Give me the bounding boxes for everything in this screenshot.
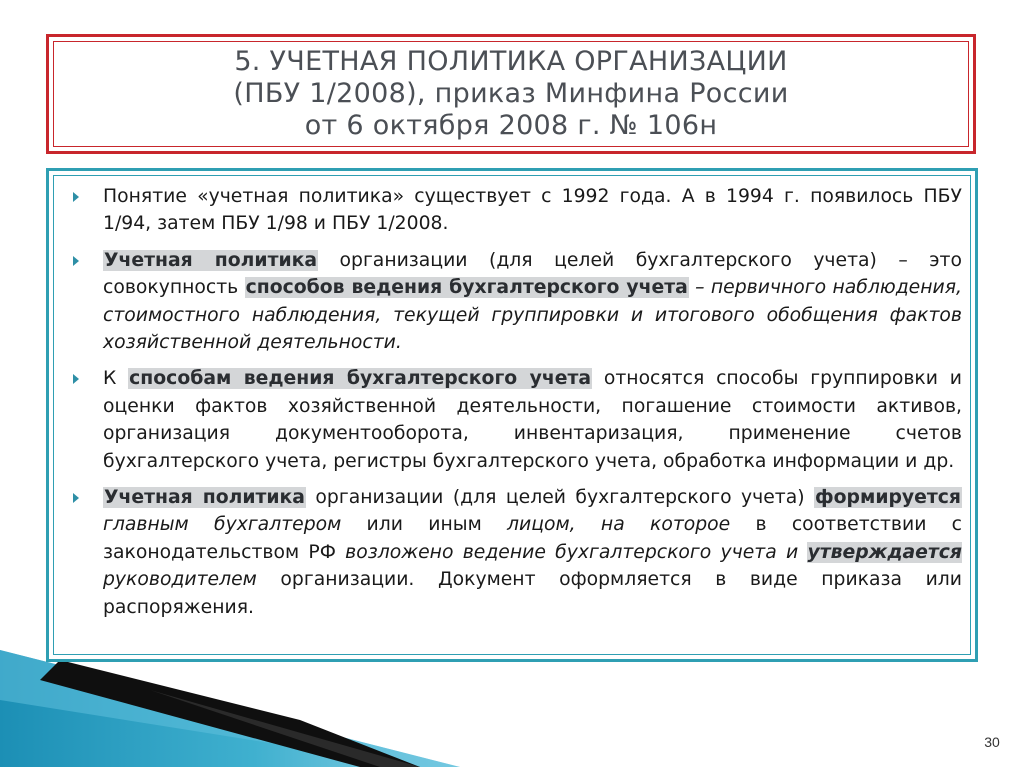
term-highlight: способам ведения бухгалтерского учета <box>129 368 592 390</box>
bullet-item-4: Учетная политика организации (для целей бухгалтерского учета) формируется главным бухгалтером или иным лицом, на которое в соответствии с законодательством РФ возложено ведение бухгалтерского учета и утверждается руководителем организации. Документ оформляется в виде приказа или распоряжения. <box>103 484 962 621</box>
bullet-arrow-icon <box>73 256 79 266</box>
slide-number: 30 <box>984 734 1000 750</box>
bullet-item-2: Учетная политика организации (для целей бухгалтерского учета) – это совокупность способов ведения бухгалтерского учета – первичного наблюдения, стоимостного наблюдения, текущей группировки и итогового обобщения фактов хозяйственной деятельности. <box>103 247 962 357</box>
content-box <box>46 168 978 662</box>
bullet-arrow-icon <box>73 192 79 202</box>
bullet-arrow-icon <box>73 493 79 503</box>
term-highlight: формируется <box>815 487 961 509</box>
term-highlight: утверждается <box>807 541 962 563</box>
term-highlight: Учетная политика <box>104 249 318 271</box>
slide-title-line-2: (ПБУ 1/2008), приказ Минфина России <box>233 78 789 109</box>
bullet-arrow-icon <box>73 374 79 384</box>
slide-title-box <box>46 34 976 154</box>
bullet-item-3: К способам ведения бухгалтерского учета относятся способы группировки и оценки фактов хозяйственной деятельности, погашение стоимости активов, организация документооборота, инвентаризация, применение счетов бухгалтерского учета, регистры бухгалтерского учета, обработка информации и др. <box>103 365 962 475</box>
bullet-item-1: Понятие «учетная политика» существует с 1992 года. А в 1994 г. появилось ПБУ 1/94, затем ПБУ 1/98 и ПБУ 1/2008. <box>103 183 962 238</box>
term-highlight: способов ведения бухгалтерского учета <box>245 277 688 299</box>
slide-title-line-1: 5. УЧЕТНАЯ ПОЛИТИКА ОРГАНИЗАЦИИ <box>234 46 788 77</box>
term-highlight: Учетная политика <box>104 487 305 509</box>
slide-title-line-3: от 6 октября 2008 г. № 106н <box>304 110 718 141</box>
